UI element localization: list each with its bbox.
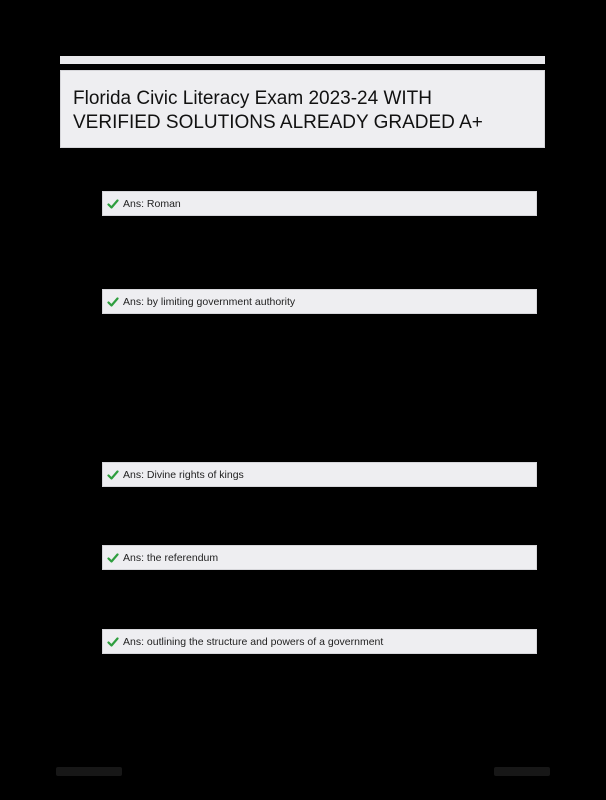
document-title-line-1: Florida Civic Literacy Exam 2023-24 WITH	[73, 88, 432, 109]
answer-box-1	[102, 191, 537, 216]
answer-box-4	[102, 545, 537, 570]
header-rule	[60, 56, 545, 64]
answer-text: Ans: Divine rights of kings	[123, 468, 244, 481]
footer-right-mark	[494, 767, 550, 776]
check-icon	[107, 469, 119, 481]
answer-text: Ans: by limiting government authority	[123, 295, 296, 308]
check-icon	[107, 552, 119, 564]
check-icon	[107, 636, 119, 648]
document-title-line-2: VERIFIED SOLUTIONS ALREADY GRADED A+	[73, 112, 483, 133]
check-icon	[107, 296, 119, 308]
check-icon	[107, 198, 119, 210]
answer-box-5	[102, 629, 537, 654]
answer-text: Ans: Roman	[123, 197, 181, 210]
answer-box-2	[102, 289, 537, 314]
document-title-box	[60, 70, 545, 148]
answer-box-3	[102, 462, 537, 487]
answer-text: Ans: outlining the structure and powers of a government	[123, 635, 384, 648]
footer-left-mark	[56, 767, 122, 776]
answer-text: Ans: the referendum	[123, 551, 219, 564]
